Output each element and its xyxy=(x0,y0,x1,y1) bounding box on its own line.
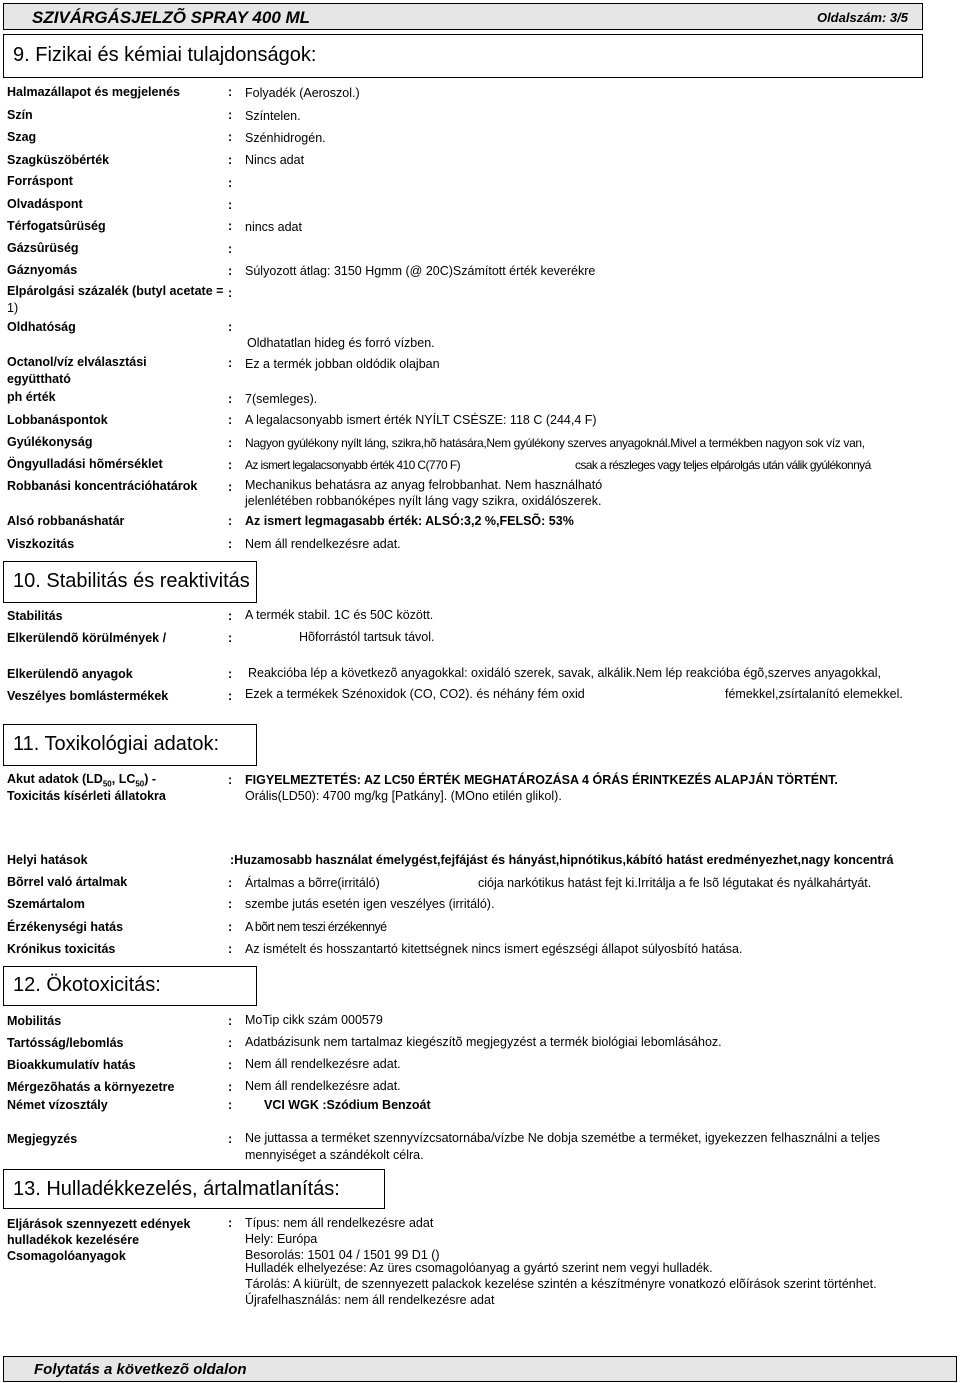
colon: : xyxy=(228,920,233,934)
subscript: 50 xyxy=(102,779,112,789)
property-value: A bõrt nem teszi érzékennyé xyxy=(245,920,387,934)
property-value: :Huzamosabb használat émelygést,fejfájást és hányást,hipnótikus,kábító hatást eredményezhet,nagy koncentrá xyxy=(230,853,894,867)
property-value: nincs adat xyxy=(245,220,302,234)
property-label: ph érték xyxy=(7,390,56,404)
property-label: Érzékenységi hatás xyxy=(7,920,124,934)
property-value: mennyiséget a szándékolt célra. xyxy=(245,1148,424,1162)
property-label: Alsó robbanáshatár xyxy=(7,514,125,528)
section-9-header xyxy=(3,34,923,78)
property-value: Nagyon gyúlékony nyílt láng, szikra,hõ hatására,Nem gyúlékony szerves anyagoknál.Mivel a termékben nagyon sok víz van, xyxy=(245,436,865,450)
section-9-title: 9. Fizikai és kémiai tulajdonságok: xyxy=(13,44,317,66)
property-value: ciója narkótikus hatást fejt ki.Irritálja a fe lsõ légutakat és nyálkahártyát. xyxy=(478,876,872,890)
section-12-header xyxy=(3,966,257,1006)
continuation-note: Folytatás a következõ oldalon xyxy=(34,1361,247,1378)
colon: : xyxy=(228,85,233,99)
colon: : xyxy=(228,1080,233,1094)
akut-label-part: ) - xyxy=(144,772,157,786)
property-value: szembe jutás esetén igen veszélyes (irritáló). xyxy=(245,897,495,911)
property-value: A legalacsonyabb ismert érték NYÍLT CSÉSZE: 118 C (244,4 F) xyxy=(245,413,597,427)
property-value: Nem áll rendelkezésre adat. xyxy=(245,1057,401,1071)
property-value: Folyadék (Aeroszol.) xyxy=(245,86,360,100)
colon: : xyxy=(228,392,233,406)
colon: : xyxy=(228,219,233,233)
colon: : xyxy=(228,1132,233,1146)
property-value: Ártalmas a bõrre(irritáló) xyxy=(245,876,380,890)
document-footer xyxy=(3,1356,957,1382)
property-label: Gázsûrüség xyxy=(7,241,79,255)
disposal-line: Besorolás: 1501 04 / 1501 99 D1 () xyxy=(245,1248,440,1262)
property-value: Szénhidrogén. xyxy=(245,131,326,145)
colon: : xyxy=(228,1216,233,1230)
subscript: 50 xyxy=(135,779,145,789)
property-label: Stabilitás xyxy=(7,609,63,623)
section-13-title: 13. Hulladékkezelés, ártalmatlanítás: xyxy=(13,1178,340,1200)
property-value: VCI WGK :Szódium Benzoát xyxy=(264,1098,431,1112)
colon: : xyxy=(228,689,233,703)
colon: : xyxy=(228,130,233,144)
colon: : xyxy=(228,537,233,551)
property-label: Szag xyxy=(7,130,37,144)
disposal-line: Típus: nem áll rendelkezésre adat xyxy=(245,1216,434,1230)
product-title: SZIVÁRGÁSJELZÕ SPRAY 400 ML xyxy=(32,8,311,27)
property-label: Német vízosztály xyxy=(7,1098,108,1112)
colon: : xyxy=(228,1036,233,1050)
colon: : xyxy=(228,436,233,450)
akut-label-part: Akut adatok (LD xyxy=(7,772,103,786)
property-label: Gyúlékonyság xyxy=(7,435,93,449)
property-value: 7(semleges). xyxy=(245,392,318,406)
colon: : xyxy=(228,286,233,300)
colon: : xyxy=(228,609,233,623)
colon: : xyxy=(228,480,233,494)
property-value: Ne juttassa a terméket szennyvízcsatornába/vízbe Ne dobja szemétbe a terméket, igyekezzen felhasználni a teljes xyxy=(245,1131,881,1145)
property-value: Az ismételt és hosszantartó kitettségnek nincs ismert egészségi állapot súlyosbító hatása. xyxy=(245,942,743,956)
property-label xyxy=(7,772,156,789)
colon: : xyxy=(228,153,233,167)
property-label: Bõrrel való ártalmak xyxy=(7,875,128,889)
property-value: csak a részleges vagy teljes elpárolgás után válik gyúlékonnyá xyxy=(575,458,871,472)
property-label: Helyi hatások xyxy=(7,853,88,867)
property-value: Mechanikus behatásra az anyag felrobbanhat. Nem használható xyxy=(245,478,603,492)
property-label: Megjegyzés xyxy=(7,1132,78,1146)
section-10-header xyxy=(3,561,257,603)
property-label: Elpárolgási százalék (butyl acetate = xyxy=(7,284,224,298)
property-label: Gáznyomás xyxy=(7,263,78,277)
colon: : xyxy=(228,356,233,370)
property-label: Térfogatsûrüség xyxy=(7,219,106,233)
section-12-title: 12. Ökotoxicitás: xyxy=(13,974,161,996)
colon: : xyxy=(228,1014,233,1028)
colon: : xyxy=(228,1058,233,1072)
property-value: Az ismert legmagasabb érték: ALSÓ:3,2 %,FELSÕ: 53% xyxy=(245,514,574,528)
property-label: Lobbanáspontok xyxy=(7,413,108,427)
property-value: fémekkel,zsírtalanító elemekkel. xyxy=(725,687,903,701)
colon: : xyxy=(228,942,233,956)
colon: : xyxy=(228,773,233,787)
colon: : xyxy=(228,897,233,911)
colon: : xyxy=(228,320,233,334)
property-label: Szagküszöbérték xyxy=(7,153,110,167)
page-number: Oldalszám: 3/5 xyxy=(816,10,908,25)
property-label: Elkerülendõ körülmények / xyxy=(7,631,167,645)
property-label: Tartósság/lebomlás xyxy=(7,1036,124,1050)
property-label: 1) xyxy=(7,301,19,315)
colon: : xyxy=(228,631,233,645)
colon: : xyxy=(228,876,233,890)
property-value: MoTip cikk szám 000579 xyxy=(245,1013,383,1027)
disposal-line: Hulladék elhelyezése: Az üres csomagolóanyag a gyártó szerint nem vegyi hulladék. xyxy=(245,1261,713,1275)
property-value: FIGYELMEZTETÉS: AZ LC50 ÉRTÉK MEGHATÁROZÁSA 4 ÓRÁS ÉRINTKEZÉS ALAPJÁN TÖRTÉNT. xyxy=(245,773,838,787)
colon: : xyxy=(228,458,233,472)
property-label: Veszélyes bomlástermékek xyxy=(7,689,169,703)
akut-label-part: , LC xyxy=(111,772,136,786)
property-value: jelenlétében robbanóképes nyílt láng vagy szikra, oxidálószerek. xyxy=(245,494,602,508)
property-label: Szemártalom xyxy=(7,897,85,911)
property-value: Színtelen. xyxy=(245,109,301,123)
disposal-line: Tárolás: A kiürült, de szennyezett palackok kezelése szintén a készítményre vonatkozó elõírások szerint történhet. xyxy=(245,1277,877,1291)
property-label: Mobilitás xyxy=(7,1014,62,1028)
property-value: Ezek a termékek Szénoxidok (CO, CO2). és néhány fém oxid xyxy=(245,687,585,701)
colon: : xyxy=(228,514,233,528)
property-value: Nem áll rendelkezésre adat. xyxy=(245,537,401,551)
property-label: Toxicitás kísérleti állatokra xyxy=(7,789,166,803)
property-value: Súlyozott átlag: 3150 Hgmm (@ 20C)Számított érték keverékre xyxy=(245,264,596,278)
document-header xyxy=(3,3,923,30)
property-value: Adatbázisunk nem tartalmaz kiegészítõ megjegyzést a termék biológiai lebomlásához. xyxy=(245,1035,722,1049)
property-label: Mérgezõhatás a környezetre xyxy=(7,1080,175,1094)
property-label: Octanol/víz elválasztási xyxy=(7,355,147,369)
property-label: Eljárások szennyezett edények xyxy=(7,1217,191,1231)
property-value: Hõforrástól tartsuk távol. xyxy=(299,630,435,644)
property-label: együttható xyxy=(7,372,71,386)
colon: : xyxy=(228,108,233,122)
property-label: Szín xyxy=(7,108,33,122)
property-value: Oldhatatlan hideg és forró vízben. xyxy=(247,336,435,350)
property-label: hulladékok kezelésére xyxy=(7,1233,140,1247)
property-label: Bioakkumulatív hatás xyxy=(7,1058,136,1072)
disposal-line: Újrafelhasználás: nem áll rendelkezésre adat xyxy=(245,1293,495,1307)
property-label: Csomagolóanyagok xyxy=(7,1249,126,1263)
property-value: A termék stabil. 1C és 50C között. xyxy=(245,608,434,622)
property-value: Az ismert legalacsonyabb érték 410 C(770 F) xyxy=(245,458,460,472)
property-label: Elkerülendõ anyagok xyxy=(7,667,133,681)
section-13-header xyxy=(3,1169,385,1209)
property-label: Robbanási koncentrációhatárok xyxy=(7,479,198,493)
colon: : xyxy=(228,413,233,427)
disposal-line: Hely: Európa xyxy=(245,1232,318,1246)
property-value: Orális(LD50): 4700 mg/kg [Patkány]. (MOno etilén glikol). xyxy=(245,789,562,803)
property-label: Öngyulladási hõmérséklet xyxy=(7,457,163,471)
property-label: Olvadáspont xyxy=(7,197,83,211)
property-label: Halmazállapot és megjelenés xyxy=(7,85,180,99)
section-11-title: 11. Toxikológiai adatok: xyxy=(13,733,220,755)
colon: : xyxy=(228,176,233,190)
colon: : xyxy=(228,1098,233,1112)
property-value: Reakcióba lép a következõ anyagokkal: oxidáló szerek, savak, alkálik.Nem lép reakcióba égõ,szerves anyagokkal, xyxy=(248,666,881,680)
section-10-title: 10. Stabilitás és reaktivitás xyxy=(13,570,250,592)
colon: : xyxy=(228,198,233,212)
property-value: Nem áll rendelkezésre adat. xyxy=(245,1079,401,1093)
colon: : xyxy=(228,264,233,278)
property-label: Viszkozitás xyxy=(7,537,75,551)
property-label: Forráspont xyxy=(7,174,73,188)
colon: : xyxy=(228,667,233,681)
section-11-header xyxy=(3,724,257,766)
property-label: Krónikus toxicitás xyxy=(7,942,116,956)
property-value: Ez a termék jobban oldódik olajban xyxy=(245,357,440,371)
colon: : xyxy=(228,242,233,256)
property-label: Oldhatóság xyxy=(7,320,76,334)
property-value: Nincs adat xyxy=(245,153,305,167)
